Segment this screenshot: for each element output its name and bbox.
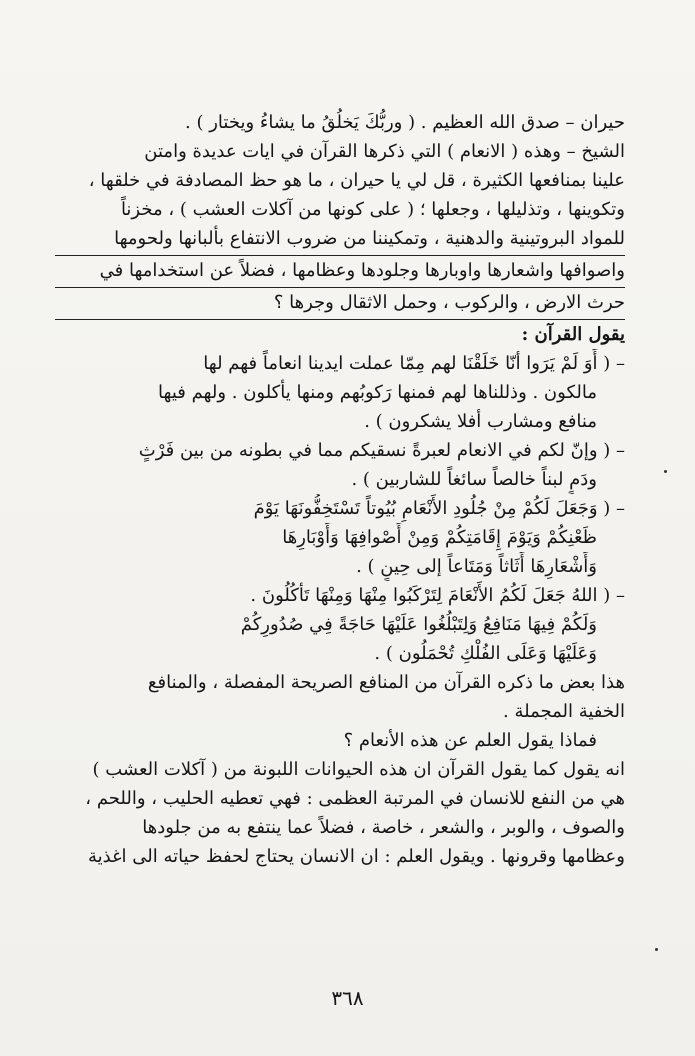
quran-verse-line: وَأَشْعَارِهَا أَثَاثاً وَمَتَاعاً إلى حِينٍ ) . — [356, 556, 597, 577]
quran-verse-line: منافع ومشارب أفلا يشكرون ) . — [364, 411, 597, 432]
text-line: حيران – صدق الله العظيم . ( وربُّكَ يَخلُقُ ما يشاءُ ويختار ) . — [185, 112, 625, 133]
page-number: ٣٦٨ — [331, 986, 364, 1010]
quran-verse-line: وَعَلَيْهَا وَعَلَى الفُلْكِ تُحْمَلُون ) . — [374, 643, 597, 664]
quran-verse-line: – ( اللهُ جَعَلَ لَكُمُ الأَنْعَامَ لِتَرْكَبُوا مِنْهَا وَمِنْهَا تَأْكُلُونَ . — [250, 585, 625, 606]
scan-speck — [664, 470, 667, 473]
section-heading: يقول القرآن : — [521, 324, 625, 345]
quran-verse-line: ودَمٍ لبناً خالصاً سائغاً للشاربين ) . — [351, 469, 597, 490]
page-body — [55, 108, 625, 871]
underlined-line: للمواد البروتينية والدهنية ، وتمكيننا من ضروب الانتفاع بألبانها ولحومها — [55, 224, 625, 256]
quran-verse-line: – ( أَوَ لَمْ يَرَوا أنّا خَلَقْنَا لهم مِمّا عملت ايدينا انعاماً فهم لها — [203, 353, 625, 374]
question-line: فماذا يقول العلم عن هذه الأنعام ؟ — [343, 730, 597, 751]
quran-verse-line: – ( وإنّ لكم في الانعام لعبرةً نسقيكم مما في بطونه من بين فَرْثٍ — [138, 440, 625, 461]
quran-verse-line: مالكون . وذللناها لهم فمنها رَكوبُهم ومنها يأكلون . ولهم فيها — [158, 382, 597, 403]
text-line: وتكوينها ، وتذليلها ، وجعلها ؛ ( على كونها من آكلات العشب ) ، مخزناً — [120, 199, 625, 220]
quran-verse-line: ظَعْنِكُمْ وَيَوْمَ إِقَامَتِكُمْ وَمِنْ أَصْوافِهَا وَأَوْبَارِهَا — [282, 527, 597, 548]
text-line: والصوف ، والوبر ، والشعر ، خاصة ، فضلاً عما ينتفع به من جلودها — [142, 817, 625, 838]
text-line: هذا بعض ما ذكره القرآن من المنافع الصريحة المفصلة ، والمنافع — [147, 672, 625, 693]
underlined-line: واصوافها واشعارها واوبارها وجلودها وعظامها ، فضلاً عن استخدامها في — [55, 256, 625, 288]
text-line: هي من النفع للانسان في المرتبة العظمى : فهي تعطيه الحليب ، واللحم ، — [85, 788, 625, 809]
text-line: وعظامها وقرونها . ويقول العلم : ان الانسان يحتاج لحفظ حياته الى اغذية — [88, 846, 625, 867]
quran-verse-line: – ( وَجَعَلَ لَكُمْ مِنْ جُلُودِ الأَنْعَامِ بُيُوتاً تَسْتَخِفُّونَهَا يَوْمَ — [253, 498, 625, 519]
underlined-line: حرث الارض ، والركوب ، وحمل الاثقال وجرها ؟ — [55, 288, 625, 320]
text-line: علينا بمنافعها الكثيرة ، قل لي يا حيران ، ما هو حظ المصادفة في خلقها ، — [88, 170, 625, 191]
text-line: الخفية المجملة . — [503, 701, 625, 722]
scan-speck — [655, 948, 658, 951]
text-line: انه يقول كما يقول القرآن ان هذه الحيوانات اللبونة من ( آكلات العشب ) — [92, 759, 625, 780]
quran-verse-line: وَلَكُمْ فِيهَا مَنَافِعُ وَلِتَبْلُغُوا عَلَيْهَا حَاجَةً فِي صُدُورِكُمْ — [240, 614, 597, 635]
text-line: الشيخ – وهذه ( الانعام ) التي ذكرها القرآن في ايات عديدة وامتن — [144, 141, 625, 162]
